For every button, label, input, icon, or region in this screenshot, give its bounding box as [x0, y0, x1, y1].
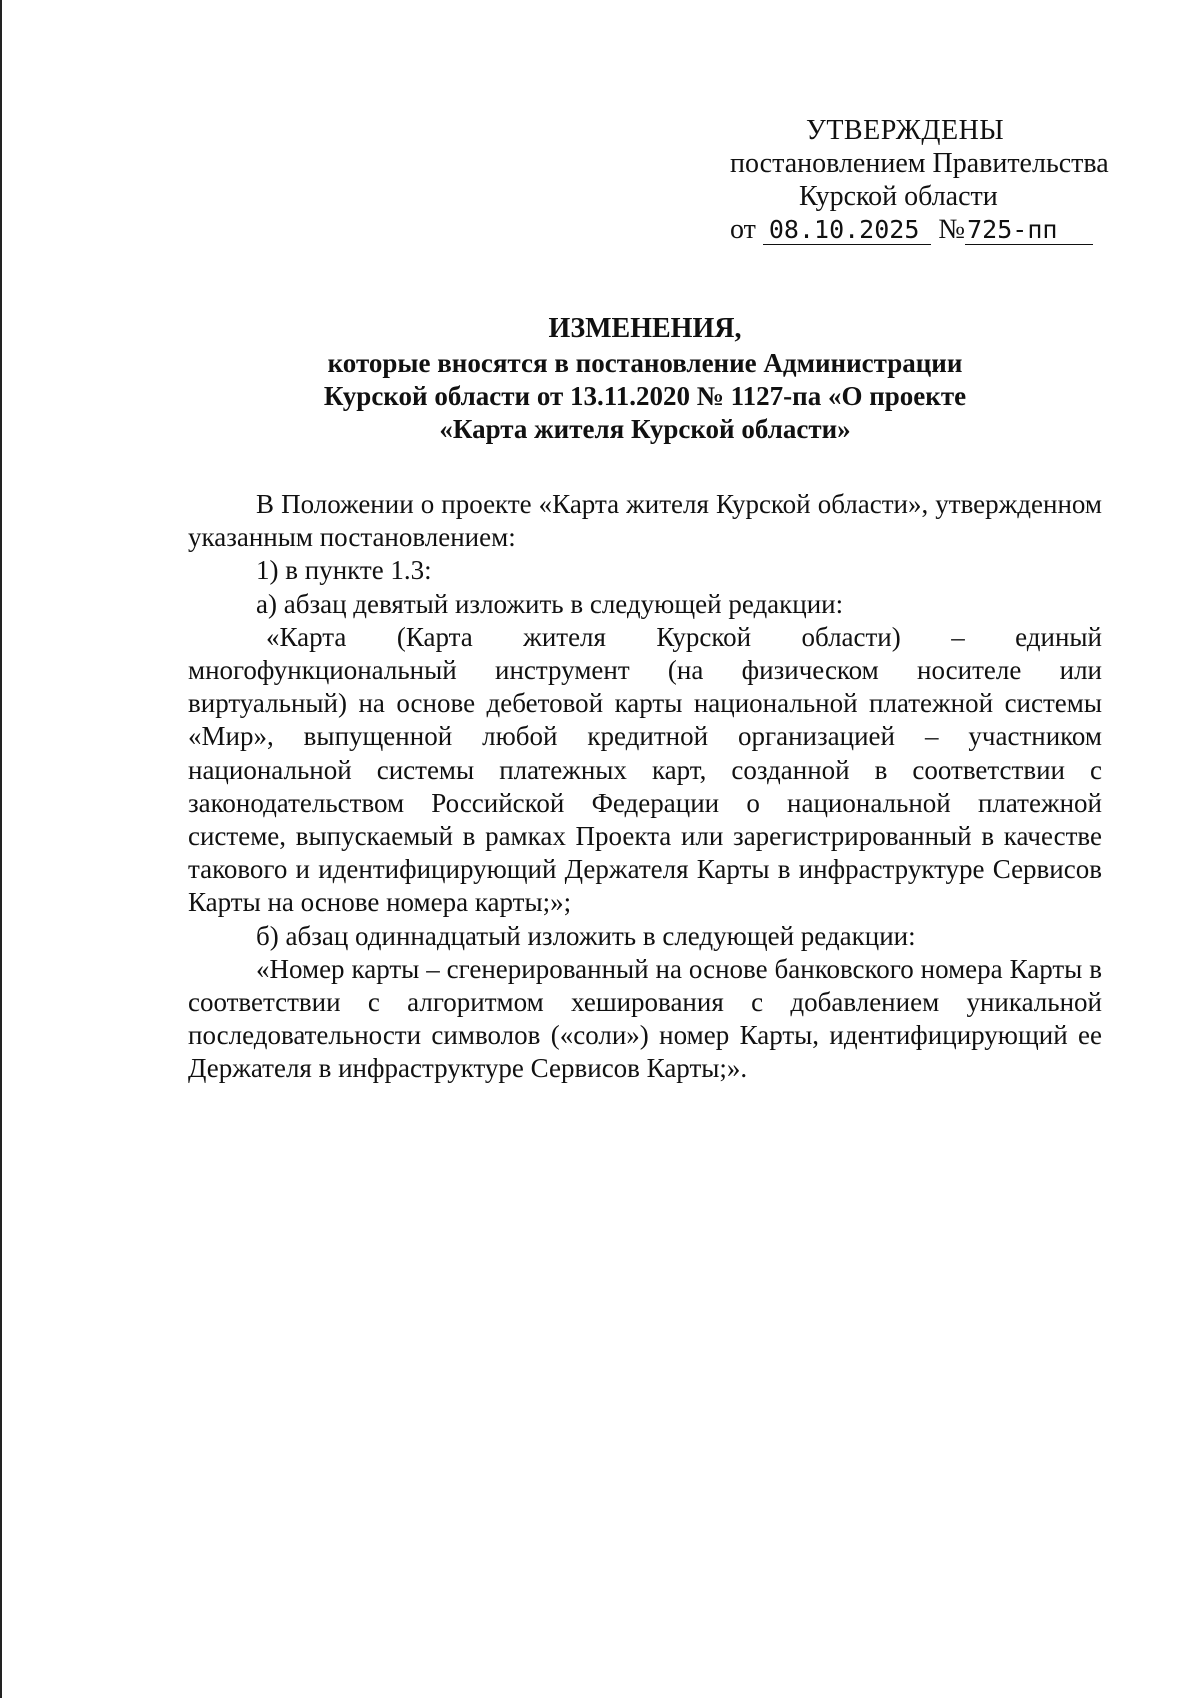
- approval-region: Курской области: [799, 181, 998, 212]
- quote-b-paragraph: «Номер карты – сгенерированный на основе банковского номера Карты в соответствии с алгоритмом хеширования с добавлением уникальной последовательности символов («соли») номер Карты, идентифицирующий ее Держателя в инфраструктуре Сервисов Карты;».: [188, 953, 1102, 1084]
- quote-a-paragraph: «Карта (Карта жителя Курской области) – единый многофункциональный инструмент (на физическом носителе или виртуальный) на основе дебетовой карты национальной платежной системы «Мир», выпущенной любой кредитной организацией – участником национальной системы платежных карт, созданной в соответствии с законодательством Российской Федерации о национальной платежной системе, выпускаемый в рамках Проекта или зарегистрированный в качестве такового и идентифицирующий Держателя Карты в инфраструктуре Сервисов Карты на основе номера карты;»;: [188, 621, 1102, 918]
- item-1: 1) в пункте 1.3:: [256, 555, 432, 586]
- number-prefix: №: [938, 214, 966, 245]
- item-b: б) абзац одиннадцатый изложить в следующей редакции:: [256, 920, 916, 951]
- title-line-3: «Карта жителя Курской области»: [439, 414, 851, 444]
- approval-date-line: [722, 213, 1122, 246]
- approval-heading: УТВЕРЖДЕНЫ: [806, 115, 1005, 146]
- scan-edge: [0, 0, 2, 1698]
- title-line-1: которые вносятся в постановление Администрации: [327, 348, 963, 378]
- title-line-2: Курской области от 13.11.2020 № 1127-па «О проекте: [323, 381, 967, 411]
- date-prefix: от: [730, 214, 756, 245]
- approval-authority: постановлением Правительства: [730, 148, 1109, 179]
- intro-paragraph: В Положении о проекте «Карта жителя Курской области», утвержденном указанным постановлением:: [188, 489, 1102, 553]
- item-a: а) абзац девятый изложить в следующей редакции:: [256, 588, 844, 619]
- approval-date: 08.10.2025: [763, 216, 932, 245]
- document-title-block: [190, 312, 1100, 446]
- approval-stamp: [722, 114, 1122, 246]
- document-body: [188, 488, 1102, 1086]
- document-title: ИЗМЕНЕНИЯ,: [548, 313, 742, 344]
- approval-number: 725-пп: [965, 216, 1093, 245]
